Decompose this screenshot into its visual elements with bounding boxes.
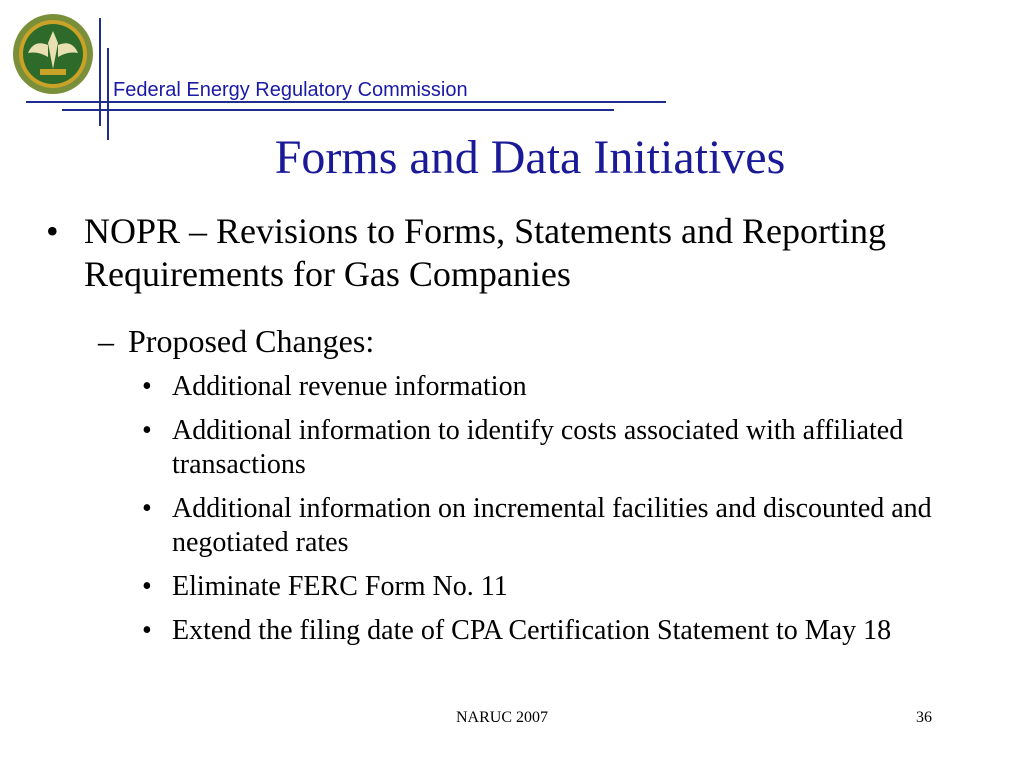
- bullet-dot-icon: •: [142, 493, 152, 524]
- bullet-level-1-text: NOPR – Revisions to Forms, Statements and Reporting Requirements for Gas Companies: [84, 211, 887, 294]
- bullet-level-1: [46, 210, 926, 296]
- bullet-dot-icon: •: [46, 211, 59, 251]
- bullet-dot-icon: •: [142, 415, 152, 446]
- list-item: [142, 614, 962, 648]
- slide-title: Forms and Data Initiatives: [274, 131, 786, 184]
- list-item-text: Additional information to identify costs associated with affiliated transactions: [172, 415, 904, 480]
- organization-name: Federal Energy Regulatory Commission: [113, 79, 468, 101]
- list-item-text: Eliminate FERC Form No. 11: [172, 571, 508, 602]
- bullet-level-2-text: Proposed Changes:: [128, 323, 375, 359]
- bullet-level-2: [98, 322, 918, 360]
- header-vertical-rule-2: [107, 48, 109, 140]
- bullet-dot-icon: •: [142, 371, 152, 402]
- list-item: [142, 492, 962, 560]
- bullet-dot-icon: •: [142, 615, 152, 646]
- bullet-dot-icon: •: [142, 571, 152, 602]
- list-item-text: Additional revenue information: [172, 371, 527, 402]
- list-item-text: Additional information on incremental facilities and discounted and negotiated rates: [172, 493, 932, 558]
- bullet-level-3-list: [142, 370, 962, 658]
- ferc-seal-icon: [12, 13, 94, 95]
- list-item-text: Extend the filing date of CPA Certification Statement to May 18: [172, 615, 892, 646]
- list-item: [142, 414, 962, 482]
- dash-bullet-icon: –: [98, 323, 114, 359]
- slide-number: 36: [916, 709, 932, 726]
- footer-event: NARUC 2007: [456, 709, 549, 726]
- list-item: [142, 370, 962, 404]
- list-item: [142, 570, 962, 604]
- header-horizontal-rule-2: [62, 109, 614, 111]
